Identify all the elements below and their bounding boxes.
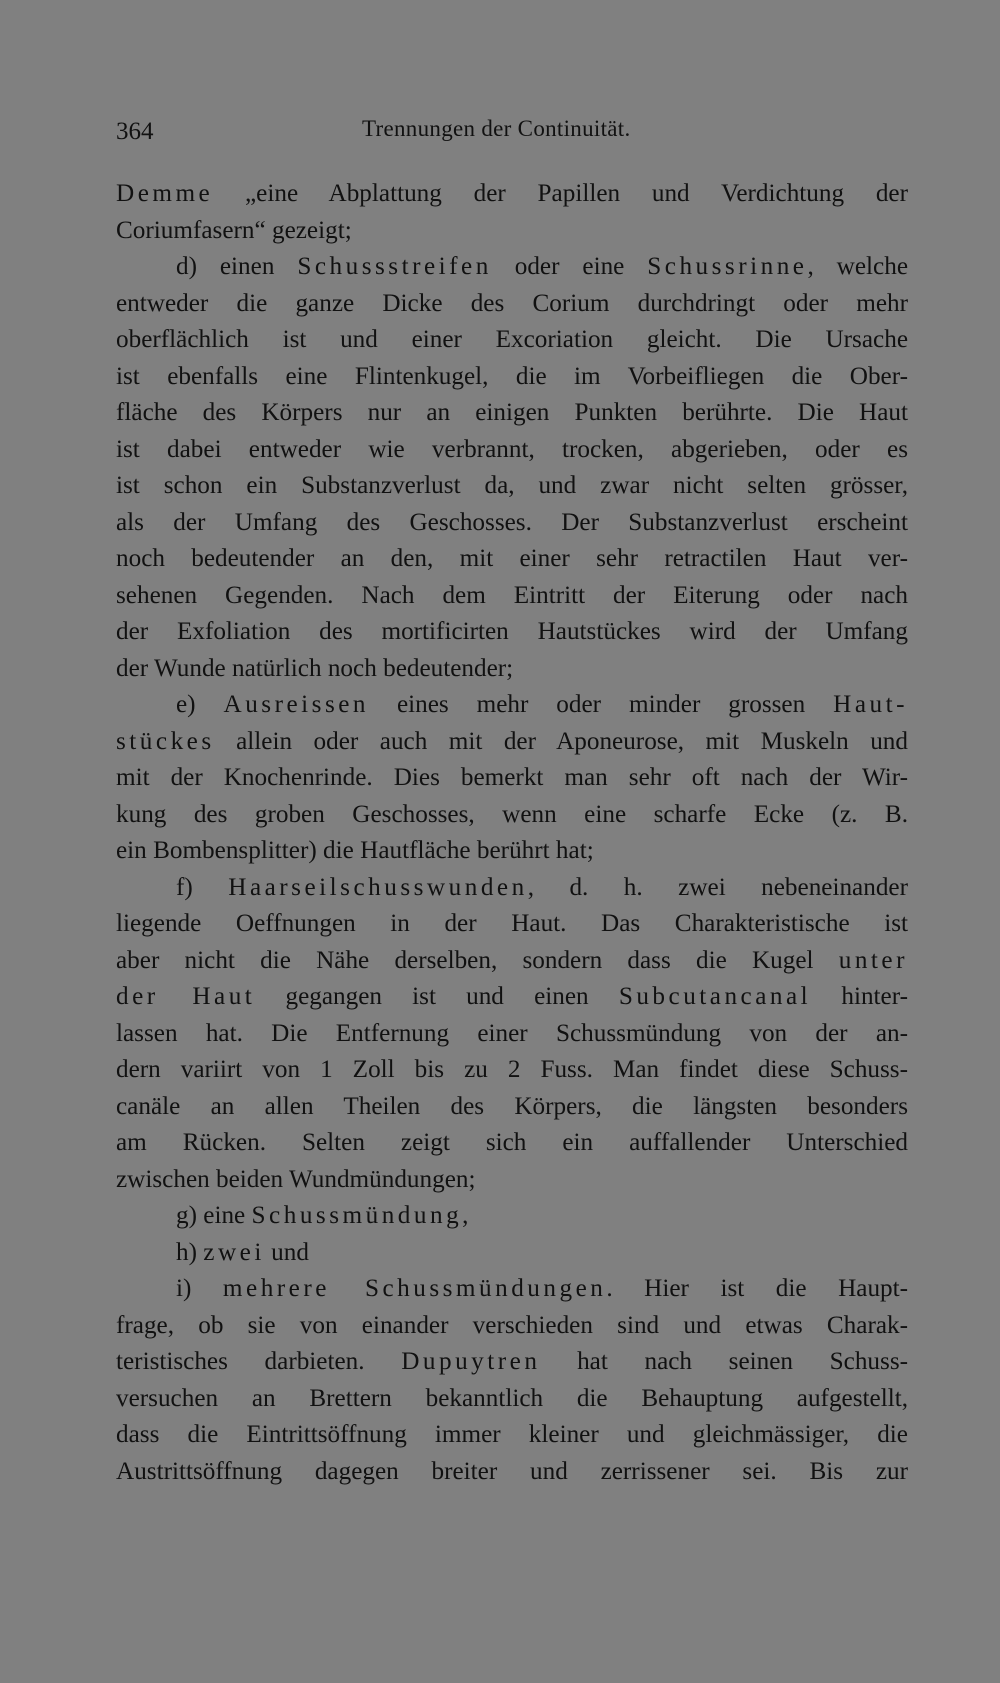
text-line: [116, 176, 908, 213]
spaced-emphasis-text: stückes: [116, 727, 215, 755]
text-line: [116, 614, 908, 651]
text-segment: gegangen ist und einen: [255, 983, 619, 1010]
text-segment: mit der Knochenrinde. Dies bemerkt man sehr oft nach der Wir-: [116, 764, 908, 791]
text-segment: liegende Oeffnungen in der Haut. Das Charakteristische ist: [116, 910, 908, 937]
text-line: [116, 541, 908, 578]
text-segment: canäle an allen Theilen des Körpers, die längsten besonders: [116, 1092, 908, 1120]
spaced-emphasis-text: Dupuytren: [401, 1348, 541, 1375]
text-line: [116, 1417, 908, 1454]
spaced-emphasis-text: Demme: [116, 180, 214, 207]
text-line: [116, 1016, 908, 1053]
text-segment: , d. h. zwei nebeneinander: [527, 873, 908, 901]
text-segment: der Exfoliation des mortificirten Hautstückes wird der Umfang: [116, 618, 908, 645]
text-segment: zwischen beiden Wundmündungen;: [116, 1165, 476, 1193]
text-line: [116, 1125, 908, 1162]
text-segment: fläche des Körpers nur an einigen Punkten berührte. Die Haut: [116, 399, 908, 426]
text-segment: versuchen an Brettern bekanntlich die Behauptung aufgestellt,: [116, 1384, 908, 1412]
text-segment: noch bedeutender an den, mit einer sehr retractilen Haut ver-: [116, 545, 908, 572]
text-segment: lassen hat. Die Entfernung einer Schussmündung von der an-: [116, 1019, 908, 1047]
text-segment: frage, ob sie von einander verschieden sind und etwas Charak-: [116, 1311, 908, 1339]
text-segment: der Wunde natürlich noch bedeutender;: [116, 654, 514, 682]
text-line: [116, 213, 908, 250]
text-segment: sehenen Gegenden. Nach dem Eintritt der Eiterung oder nach: [116, 581, 908, 609]
text-segment: , welche: [807, 253, 908, 280]
spaced-emphasis-text: Haarseilschusswunden: [228, 873, 528, 901]
text-segment: ist dabei entweder wie verbrannt, trocken, abgerieben, oder es: [116, 435, 908, 463]
text-line: [116, 833, 908, 870]
text-segment: am Rücken. Selten zeigt sich ein auffallender Unterschied: [116, 1129, 908, 1156]
text-segment: h): [176, 1238, 204, 1266]
text-line: [116, 1344, 908, 1381]
page-header: [116, 110, 656, 150]
text-segment: . Hier ist die Haupt-: [606, 1275, 909, 1302]
text-line: [116, 359, 908, 396]
spaced-emphasis-text: unter: [838, 946, 908, 974]
text-line: [116, 1052, 908, 1089]
text-line: [116, 505, 908, 542]
text-line: [116, 1198, 908, 1235]
spaced-emphasis-text: zwei: [203, 1238, 265, 1266]
text-line: [116, 578, 908, 615]
spaced-emphasis-text: Schussstreifen: [297, 253, 492, 280]
text-line: [116, 1089, 908, 1126]
text-segment: hat nach seinen Schuss-: [540, 1348, 909, 1375]
text-segment: kung des groben Geschosses, wenn eine scharfe Ecke (z. B.: [116, 800, 908, 828]
text-segment: d) einen: [176, 253, 298, 280]
text-line: [116, 906, 908, 943]
text-segment: aber nicht die Nähe derselben, sondern dass die Kugel: [116, 946, 839, 974]
text-line: [116, 943, 908, 980]
text-line: [116, 1235, 908, 1272]
text-line: [116, 286, 908, 323]
text-line: [116, 468, 908, 505]
text-segment: oberflächlich ist und einer Excoriation gleicht. Die Ursache: [116, 326, 908, 353]
page-number: 364: [116, 118, 154, 145]
text-segment: Austrittsöffnung dagegen breiter und zerrissener sei. Bis zur: [116, 1457, 908, 1485]
text-line: [116, 1271, 908, 1308]
text-segment: ist ebenfalls eine Flintenkugel, die im Vorbeifliegen die Ober-: [116, 362, 908, 390]
text-segment: und: [264, 1238, 309, 1266]
text-line: [116, 979, 908, 1016]
text-line: [116, 760, 908, 797]
text-line: [116, 1308, 908, 1345]
text-segment: hinter-: [811, 983, 908, 1010]
text-segment: e): [176, 691, 224, 718]
text-segment: f): [176, 873, 229, 901]
text-line: [116, 1162, 908, 1199]
text-line: [116, 322, 908, 359]
running-title: Trennungen der Continuität.: [362, 116, 631, 141]
text-segment: i): [176, 1275, 223, 1302]
spaced-emphasis-text: mehrere Schussmündungen: [222, 1275, 607, 1302]
text-line: [116, 249, 908, 286]
text-segment: als der Umfang des Geschosses. Der Substanzverlust erscheint: [116, 508, 908, 536]
text-segment: „eine Abplattung der Papillen und Verdichtung der: [213, 180, 908, 207]
text-line: [116, 724, 908, 761]
spaced-emphasis-text: Schussrinne: [647, 253, 808, 280]
text-segment: oder eine: [491, 253, 648, 280]
spaced-emphasis-text: Subcutancanal: [618, 983, 812, 1010]
text-line: [116, 651, 908, 688]
text-segment: Coriumfasern“ gezeigt;: [116, 216, 352, 244]
spaced-emphasis-text: der Haut: [116, 983, 256, 1010]
body-text: [116, 176, 908, 1490]
text-line: [116, 1454, 908, 1491]
spaced-emphasis-text: Ausreissen: [223, 691, 370, 718]
text-segment: teristisches darbieten.: [116, 1348, 402, 1375]
text-line: [116, 797, 908, 834]
spaced-emphasis-text: Haut-: [833, 691, 908, 718]
text-line: [116, 395, 908, 432]
text-segment: dass die Eintrittsöffnung immer kleiner und gleichmässiger, die: [116, 1421, 908, 1448]
text-segment: ist schon ein Substanzverlust da, und zwar nicht selten grösser,: [116, 472, 908, 499]
text-segment: eines mehr oder minder grossen: [369, 691, 834, 718]
text-line: [116, 870, 908, 907]
text-segment: g) eine: [176, 1202, 252, 1229]
text-segment: allein oder auch mit der Aponeurose, mit Muskeln und: [214, 727, 908, 755]
spaced-emphasis-text: Schussmündung: [251, 1202, 463, 1229]
text-line: [116, 432, 908, 469]
text-segment: ein Bombensplitter) die Hautfläche berührt hat;: [116, 837, 594, 864]
text-line: [116, 687, 908, 724]
text-segment: ,: [462, 1202, 469, 1229]
text-segment: dern variirt von 1 Zoll bis zu 2 Fuss. Man findet diese Schuss-: [116, 1056, 908, 1083]
text-segment: entweder die ganze Dicke des Corium durchdringt oder mehr: [116, 289, 908, 317]
text-line: [116, 1381, 908, 1418]
